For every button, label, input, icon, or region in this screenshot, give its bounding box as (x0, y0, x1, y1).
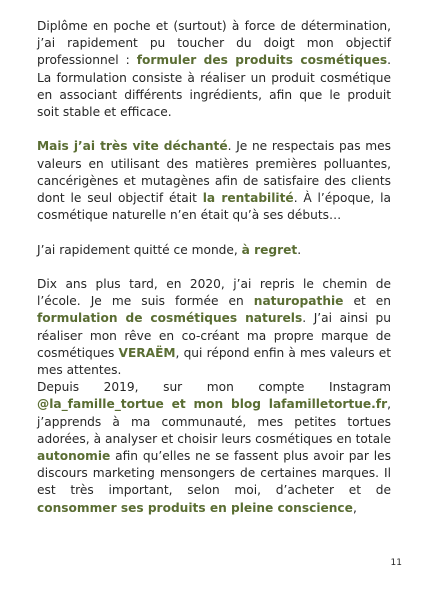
text-run: . La formulation consiste à réaliser un produit cosmétique en associant différents ingrédients, afin que le produit soit stable et efficace. (37, 53, 392, 120)
text-run: Dix ans plus tard, en 2020, j’ai repris le chemin de l’école. Je me suis formée en (37, 277, 391, 309)
text-run: . À l’époque, la cosmétique naturelle n’en était qu’à ses débuts… (37, 191, 391, 223)
paragraph-regret (37, 242, 391, 259)
text-run: . (297, 242, 302, 257)
highlight-run: formulation de cosmétiques naturels (37, 311, 303, 326)
paragraph-dix-ans (37, 276, 391, 379)
text-run: . Je ne respectais pas mes valeurs en utilisant des matières premières polluantes, cancérigènes et mutagènes afin de satisfaire des clients dont le seul objectif était (37, 139, 392, 206)
paragraph-spacer (37, 224, 391, 241)
paragraph-instagram (37, 379, 391, 517)
text-run: , qui répond enfin à mes valeurs et mes attentes. (37, 345, 391, 378)
text-run: J’ai rapidement quitté ce monde, (37, 242, 242, 257)
text-run: et en (343, 294, 392, 309)
highlight-run: consommer ses produits en pleine conscience (37, 500, 353, 515)
document-page (37, 18, 391, 517)
paragraph-spacer (37, 259, 391, 276)
paragraph-diplome (37, 18, 391, 121)
page-number: 11 (390, 558, 402, 568)
highlight-run: naturopathie (253, 294, 344, 309)
text-run: Depuis 2019, sur mon compte Instagram (37, 380, 391, 395)
highlight-run: VERAËM (118, 345, 176, 360)
text-run: Diplôme en poche et (surtout) à force de détermination, j’ai rapidement pu toucher du doigt mon objectif professionnel : (37, 19, 391, 68)
highlight-run: la rentabilité (202, 191, 294, 206)
text-run: , (352, 500, 357, 515)
highlight-run: Mais j’ai très vite déchanté (37, 139, 228, 154)
highlight-run: autonomie (37, 449, 111, 464)
text-run: afin qu’elles ne se fassent plus avoir par les discours marketing mensongers de certaines marques. Il est très important, selon moi, d’acheter et de (37, 449, 391, 498)
text-run: , j’apprends à ma communauté, mes petites tortues adorées, à analyser et choisir leurs cosmétiques en totale (37, 397, 391, 446)
highlight-run: à regret (241, 242, 298, 257)
paragraph-dechante (37, 138, 391, 224)
text-run: . J’ai ainsi pu réaliser mon rêve en co-créant ma propre marque de cosmétiques (37, 311, 391, 360)
highlight-run: formuler des produits cosmétiques (136, 53, 388, 68)
highlight-run: @la_famille_tortue et mon blog lafamilletortue.fr (37, 397, 388, 412)
paragraph-spacer (37, 121, 391, 138)
